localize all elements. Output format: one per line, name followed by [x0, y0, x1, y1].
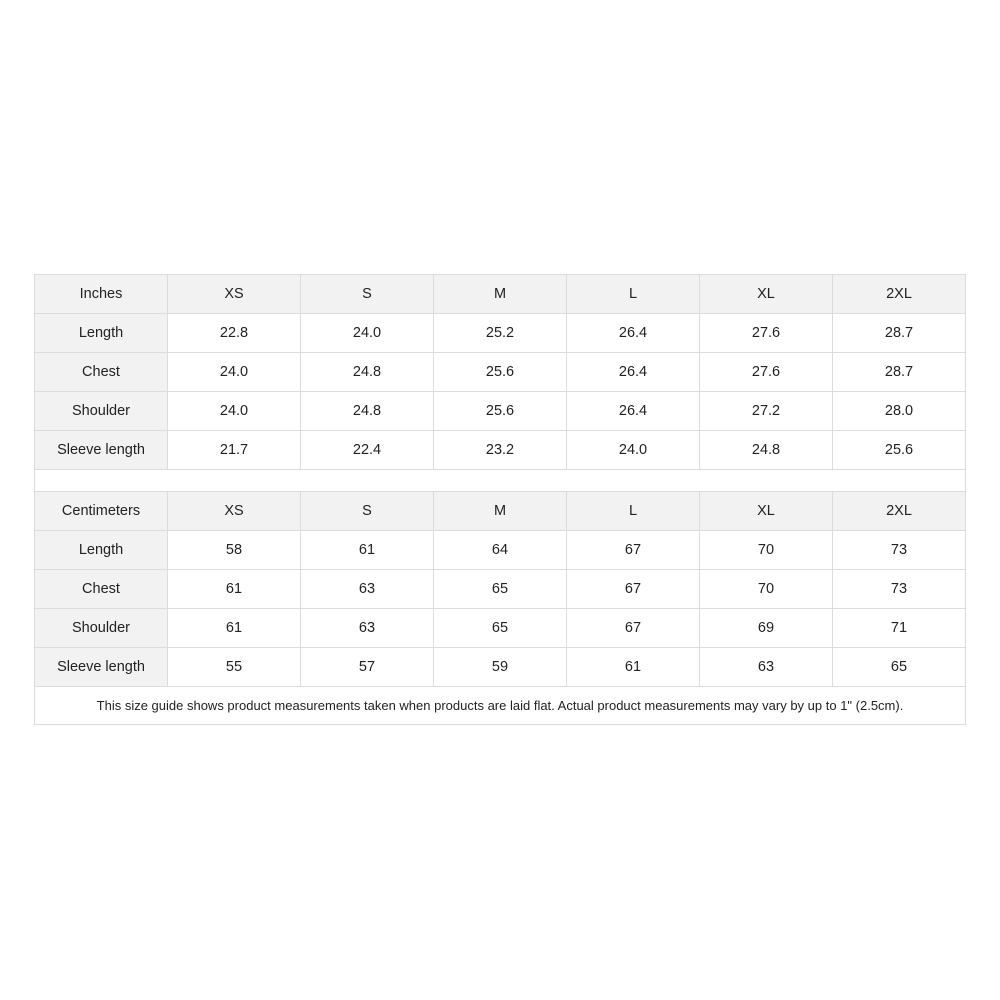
- measurement-value: 25.6: [833, 431, 966, 470]
- measurement-value: 22.4: [301, 431, 434, 470]
- measurement-label: Sleeve length: [35, 431, 168, 470]
- measurement-value: 27.2: [700, 392, 833, 431]
- measurement-value: 24.8: [301, 353, 434, 392]
- measurement-value: 65: [434, 609, 567, 648]
- size-header-xs: XS: [168, 492, 301, 531]
- inches-header-row: [35, 275, 966, 314]
- measurement-value: 73: [833, 570, 966, 609]
- measurement-value: 63: [700, 648, 833, 687]
- measurement-value: 23.2: [434, 431, 567, 470]
- table-row: [35, 392, 966, 431]
- table-row: [35, 531, 966, 570]
- measurement-value: 61: [168, 570, 301, 609]
- measurement-value: 67: [567, 609, 700, 648]
- measurement-value: 24.8: [301, 392, 434, 431]
- measurement-value: 25.6: [434, 353, 567, 392]
- section-spacer: [35, 470, 966, 492]
- measurement-value: 71: [833, 609, 966, 648]
- size-header-m: M: [434, 492, 567, 531]
- size-header-s: S: [301, 275, 434, 314]
- size-guide-note: This size guide shows product measurements taken when products are laid flat. Actual product measurements may vary by up to 1" (2.5cm).: [35, 687, 966, 725]
- measurement-value: 24.0: [168, 392, 301, 431]
- size-header-m: M: [434, 275, 567, 314]
- measurement-label: Length: [35, 531, 168, 570]
- measurement-value: 61: [567, 648, 700, 687]
- measurement-value: 65: [434, 570, 567, 609]
- table-row: [35, 314, 966, 353]
- measurement-value: 65: [833, 648, 966, 687]
- measurement-label: Chest: [35, 353, 168, 392]
- measurement-value: 63: [301, 570, 434, 609]
- measurement-value: 21.7: [168, 431, 301, 470]
- measurement-value: 61: [168, 609, 301, 648]
- measurement-value: 24.0: [301, 314, 434, 353]
- size-header-2xl: 2XL: [833, 492, 966, 531]
- measurement-value: 26.4: [567, 353, 700, 392]
- measurement-value: 28.7: [833, 353, 966, 392]
- size-header-xl: XL: [700, 492, 833, 531]
- measurement-value: 55: [168, 648, 301, 687]
- measurement-value: 25.2: [434, 314, 567, 353]
- measurement-value: 63: [301, 609, 434, 648]
- measurement-value: 69: [700, 609, 833, 648]
- footnote-row: [35, 687, 966, 725]
- measurement-label: Chest: [35, 570, 168, 609]
- measurement-value: 28.7: [833, 314, 966, 353]
- spacer-cell: [35, 470, 966, 492]
- size-header-l: L: [567, 492, 700, 531]
- measurement-value: 26.4: [567, 314, 700, 353]
- measurement-value: 24.0: [168, 353, 301, 392]
- table-row: [35, 431, 966, 470]
- measurement-value: 58: [168, 531, 301, 570]
- measurement-value: 59: [434, 648, 567, 687]
- size-header-s: S: [301, 492, 434, 531]
- measurement-value: 24.0: [567, 431, 700, 470]
- inches-unit-label: Inches: [35, 275, 168, 314]
- measurement-value: 24.8: [700, 431, 833, 470]
- measurement-label: Shoulder: [35, 609, 168, 648]
- size-header-2xl: 2XL: [833, 275, 966, 314]
- measurement-value: 73: [833, 531, 966, 570]
- table-row: [35, 570, 966, 609]
- measurement-value: 70: [700, 570, 833, 609]
- table-row: [35, 648, 966, 687]
- size-header-xs: XS: [168, 275, 301, 314]
- centimeters-unit-label: Centimeters: [35, 492, 168, 531]
- measurement-value: 25.6: [434, 392, 567, 431]
- measurement-value: 28.0: [833, 392, 966, 431]
- measurement-value: 26.4: [567, 392, 700, 431]
- size-header-l: L: [567, 275, 700, 314]
- measurement-label: Length: [35, 314, 168, 353]
- measurement-value: 27.6: [700, 314, 833, 353]
- measurement-value: 64: [434, 531, 567, 570]
- centimeters-header-row: [35, 492, 966, 531]
- table-row: [35, 609, 966, 648]
- measurement-value: 70: [700, 531, 833, 570]
- measurement-value: 67: [567, 531, 700, 570]
- measurement-value: 67: [567, 570, 700, 609]
- measurement-value: 57: [301, 648, 434, 687]
- measurement-value: 27.6: [700, 353, 833, 392]
- measurement-label: Sleeve length: [35, 648, 168, 687]
- measurement-value: 61: [301, 531, 434, 570]
- measurement-label: Shoulder: [35, 392, 168, 431]
- table-row: [35, 353, 966, 392]
- size-header-xl: XL: [700, 275, 833, 314]
- measurement-value: 22.8: [168, 314, 301, 353]
- size-guide-table: [34, 274, 966, 725]
